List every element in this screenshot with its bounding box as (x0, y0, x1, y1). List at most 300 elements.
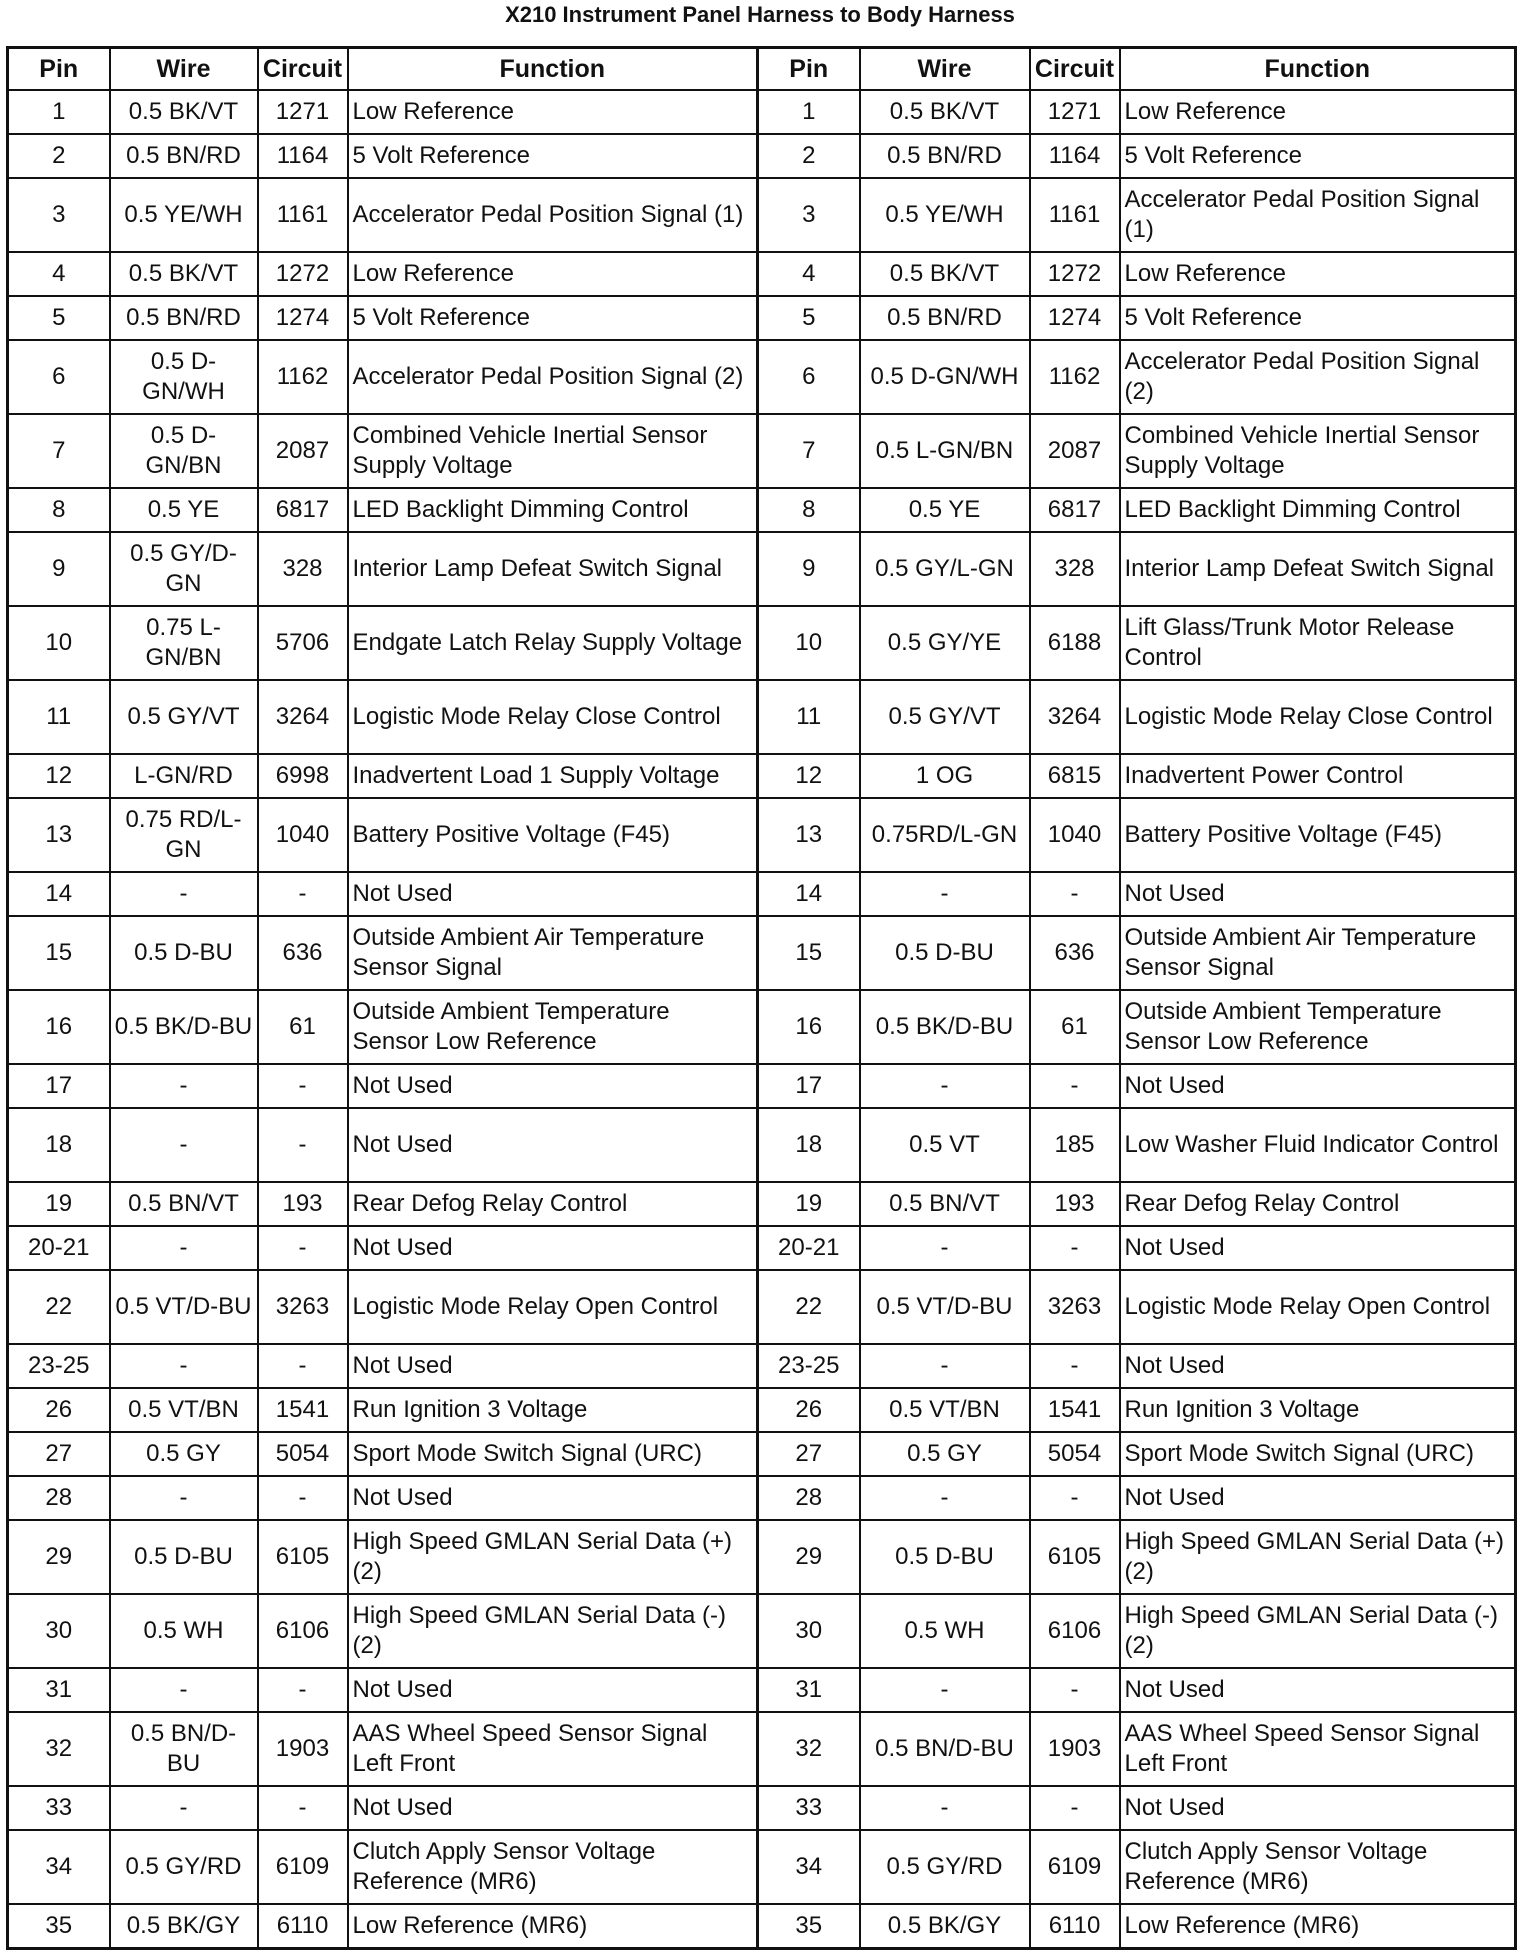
wire-cell: 0.5 BK/VT (110, 252, 258, 296)
circuit-cell: 3264 (258, 680, 348, 754)
pin-cell-2: 7 (758, 414, 860, 488)
pin-cell: 1 (8, 90, 110, 134)
pin-cell: 18 (8, 1108, 110, 1182)
wire-cell: 0.5 D-GN/BN (110, 414, 258, 488)
wire-cell-2: 0.5 YE/WH (860, 178, 1030, 252)
wire-cell: - (110, 872, 258, 916)
function-cell-2: Lift Glass/Trunk Motor Release Control (1120, 606, 1516, 680)
pin-cell: 30 (8, 1594, 110, 1668)
table-row (8, 178, 1516, 252)
circuit-cell-2: 3263 (1030, 1270, 1120, 1344)
circuit-cell-2: 6110 (1030, 1904, 1120, 1949)
pin-cell-2: 16 (758, 990, 860, 1064)
circuit-cell-2: 61 (1030, 990, 1120, 1064)
pin-cell-2: 22 (758, 1270, 860, 1344)
wire-cell-2: 0.5 GY/L-GN (860, 532, 1030, 606)
wire-cell: 0.5 BN/RD (110, 296, 258, 340)
pin-cell-2: 13 (758, 798, 860, 872)
pin-cell: 27 (8, 1432, 110, 1476)
wire-cell-2: - (860, 872, 1030, 916)
column-header-wire-2: Wire (860, 48, 1030, 91)
table-row (8, 754, 1516, 798)
wire-cell-2: 0.5 VT/D-BU (860, 1270, 1030, 1344)
circuit-cell-2: 6106 (1030, 1594, 1120, 1668)
circuit-cell: 1274 (258, 296, 348, 340)
pin-cell: 31 (8, 1668, 110, 1712)
wire-cell: 0.5 VT/D-BU (110, 1270, 258, 1344)
wire-cell-2: - (860, 1668, 1030, 1712)
table-body (8, 90, 1516, 1949)
pin-cell: 15 (8, 916, 110, 990)
wire-cell-2: 0.5 BN/D-BU (860, 1712, 1030, 1786)
wire-cell: 0.5 YE (110, 488, 258, 532)
pin-cell: 6 (8, 340, 110, 414)
circuit-cell-2: 6817 (1030, 488, 1120, 532)
page-title: X210 Instrument Panel Harness to Body Harness (505, 2, 1015, 27)
wire-cell-2: 0.5 BN/RD (860, 296, 1030, 340)
function-cell-2: Not Used (1120, 1668, 1516, 1712)
function-cell: Not Used (348, 1226, 758, 1270)
function-cell: 5 Volt Reference (348, 134, 758, 178)
table-row (8, 1108, 1516, 1182)
wire-cell: - (110, 1344, 258, 1388)
header-row (8, 48, 1516, 91)
table-row (8, 252, 1516, 296)
function-cell: High Speed GMLAN Serial Data (-) (2) (348, 1594, 758, 1668)
table-row (8, 680, 1516, 754)
wire-cell-2: 0.5 VT/BN (860, 1388, 1030, 1432)
function-cell-2: Not Used (1120, 1226, 1516, 1270)
wire-cell: 0.5 GY/RD (110, 1830, 258, 1904)
circuit-cell-2: - (1030, 1226, 1120, 1270)
wire-cell: 0.5 GY/VT (110, 680, 258, 754)
wire-cell-2: - (860, 1476, 1030, 1520)
function-cell: Endgate Latch Relay Supply Voltage (348, 606, 758, 680)
pin-cell: 22 (8, 1270, 110, 1344)
wire-cell-2: 0.5 VT (860, 1108, 1030, 1182)
wire-cell: 0.5 D-BU (110, 1520, 258, 1594)
wire-cell-2: - (860, 1226, 1030, 1270)
circuit-cell: 1272 (258, 252, 348, 296)
function-cell: Outside Ambient Temperature Sensor Low Reference (348, 990, 758, 1064)
function-cell-2: AAS Wheel Speed Sensor Signal Left Front (1120, 1712, 1516, 1786)
function-cell: Not Used (348, 1668, 758, 1712)
table-row (8, 1830, 1516, 1904)
circuit-cell: 61 (258, 990, 348, 1064)
circuit-cell-2: 6815 (1030, 754, 1120, 798)
function-cell-2: High Speed GMLAN Serial Data (-) (2) (1120, 1594, 1516, 1668)
table-row (8, 296, 1516, 340)
function-cell-2: Not Used (1120, 872, 1516, 916)
pin-cell-2: 20-21 (758, 1226, 860, 1270)
pin-cell: 5 (8, 296, 110, 340)
function-cell-2: Outside Ambient Temperature Sensor Low Reference (1120, 990, 1516, 1064)
function-cell-2: High Speed GMLAN Serial Data (+) (2) (1120, 1520, 1516, 1594)
circuit-cell-2: 5054 (1030, 1432, 1120, 1476)
pin-cell-2: 4 (758, 252, 860, 296)
wire-cell: - (110, 1786, 258, 1830)
function-cell-2: Not Used (1120, 1476, 1516, 1520)
table-row (8, 1388, 1516, 1432)
column-header-pin: Pin (8, 48, 110, 91)
column-header-function-2: Function (1120, 48, 1516, 91)
table-row (8, 1668, 1516, 1712)
wire-cell-2: 0.5 D-BU (860, 1520, 1030, 1594)
function-cell-2: Low Reference (1120, 90, 1516, 134)
table-row (8, 606, 1516, 680)
pinout-table (6, 46, 1517, 1950)
wire-cell: 0.5 D-GN/WH (110, 340, 258, 414)
circuit-cell-2: 1271 (1030, 90, 1120, 134)
function-cell-2: Rear Defog Relay Control (1120, 1182, 1516, 1226)
function-cell: Battery Positive Voltage (F45) (348, 798, 758, 872)
pin-cell-2: 14 (758, 872, 860, 916)
pin-cell-2: 28 (758, 1476, 860, 1520)
wire-cell-2: 0.5 GY (860, 1432, 1030, 1476)
pin-cell-2: 19 (758, 1182, 860, 1226)
circuit-cell: - (258, 1226, 348, 1270)
wire-cell-2: 0.5 L-GN/BN (860, 414, 1030, 488)
circuit-cell: - (258, 1108, 348, 1182)
table-row (8, 1270, 1516, 1344)
circuit-cell-2: 1040 (1030, 798, 1120, 872)
wire-cell: - (110, 1226, 258, 1270)
pin-cell: 4 (8, 252, 110, 296)
wire-cell: - (110, 1476, 258, 1520)
function-cell-2: Sport Mode Switch Signal (URC) (1120, 1432, 1516, 1476)
function-cell: Not Used (348, 1786, 758, 1830)
circuit-cell: 6110 (258, 1904, 348, 1949)
column-header-wire: Wire (110, 48, 258, 91)
wire-cell: - (110, 1668, 258, 1712)
pin-cell-2: 9 (758, 532, 860, 606)
table-row (8, 414, 1516, 488)
function-cell-2: LED Backlight Dimming Control (1120, 488, 1516, 532)
wire-cell: - (110, 1108, 258, 1182)
wire-cell-2: 0.5 GY/YE (860, 606, 1030, 680)
circuit-cell: 1541 (258, 1388, 348, 1432)
pin-cell-2: 23-25 (758, 1344, 860, 1388)
circuit-cell-2: 193 (1030, 1182, 1120, 1226)
wire-cell-2: 0.5 GY/RD (860, 1830, 1030, 1904)
function-cell-2: Run Ignition 3 Voltage (1120, 1388, 1516, 1432)
pin-cell-2: 15 (758, 916, 860, 990)
function-cell: 5 Volt Reference (348, 296, 758, 340)
wire-cell: - (110, 1064, 258, 1108)
pin-cell: 16 (8, 990, 110, 1064)
circuit-cell: - (258, 1064, 348, 1108)
function-cell: Run Ignition 3 Voltage (348, 1388, 758, 1432)
circuit-cell-2: 2087 (1030, 414, 1120, 488)
pin-cell: 17 (8, 1064, 110, 1108)
pin-cell-2: 11 (758, 680, 860, 754)
table-row (8, 340, 1516, 414)
pin-cell: 10 (8, 606, 110, 680)
pin-cell-2: 33 (758, 1786, 860, 1830)
pin-cell: 2 (8, 134, 110, 178)
table-row (8, 90, 1516, 134)
function-cell: LED Backlight Dimming Control (348, 488, 758, 532)
function-cell: High Speed GMLAN Serial Data (+) (2) (348, 1520, 758, 1594)
function-cell-2: Low Washer Fluid Indicator Control (1120, 1108, 1516, 1182)
circuit-cell-2: 1272 (1030, 252, 1120, 296)
pin-cell: 19 (8, 1182, 110, 1226)
function-cell-2: Logistic Mode Relay Open Control (1120, 1270, 1516, 1344)
column-header-pin-2: Pin (758, 48, 860, 91)
circuit-cell-2: 3264 (1030, 680, 1120, 754)
wire-cell-2: 0.5 D-BU (860, 916, 1030, 990)
circuit-cell-2: - (1030, 1064, 1120, 1108)
table-row (8, 916, 1516, 990)
table-row (8, 1786, 1516, 1830)
wire-cell: 0.5 BN/RD (110, 134, 258, 178)
circuit-cell-2: - (1030, 1344, 1120, 1388)
pin-cell: 35 (8, 1904, 110, 1949)
pin-cell: 26 (8, 1388, 110, 1432)
table-row (8, 798, 1516, 872)
column-header-circuit: Circuit (258, 48, 348, 91)
pin-cell-2: 2 (758, 134, 860, 178)
function-cell-2: Battery Positive Voltage (F45) (1120, 798, 1516, 872)
function-cell: Outside Ambient Air Temperature Sensor Signal (348, 916, 758, 990)
table-row (8, 990, 1516, 1064)
table-row (8, 1904, 1516, 1949)
table-row (8, 1594, 1516, 1668)
function-cell-2: Inadvertent Power Control (1120, 754, 1516, 798)
pin-cell: 12 (8, 754, 110, 798)
circuit-cell: - (258, 1476, 348, 1520)
wire-cell-2: 0.5 BK/D-BU (860, 990, 1030, 1064)
circuit-cell: 5054 (258, 1432, 348, 1476)
circuit-cell-2: 328 (1030, 532, 1120, 606)
pin-cell: 3 (8, 178, 110, 252)
circuit-cell: - (258, 1344, 348, 1388)
circuit-cell: 1271 (258, 90, 348, 134)
circuit-cell-2: 1162 (1030, 340, 1120, 414)
pin-cell: 9 (8, 532, 110, 606)
circuit-cell-2: - (1030, 1476, 1120, 1520)
circuit-cell: 1164 (258, 134, 348, 178)
wire-cell-2: 0.5 BK/GY (860, 1904, 1030, 1949)
circuit-cell-2: 6105 (1030, 1520, 1120, 1594)
circuit-cell-2: 185 (1030, 1108, 1120, 1182)
circuit-cell-2: 1161 (1030, 178, 1120, 252)
function-cell: Combined Vehicle Inertial Sensor Supply Voltage (348, 414, 758, 488)
table-row (8, 532, 1516, 606)
wire-cell-2: 0.5 WH (860, 1594, 1030, 1668)
pin-cell: 33 (8, 1786, 110, 1830)
pin-cell-2: 18 (758, 1108, 860, 1182)
pin-cell-2: 12 (758, 754, 860, 798)
pin-cell-2: 10 (758, 606, 860, 680)
pin-cell: 20-21 (8, 1226, 110, 1270)
wire-cell: 0.5 BK/VT (110, 90, 258, 134)
circuit-cell-2: - (1030, 1668, 1120, 1712)
wire-cell-2: - (860, 1064, 1030, 1108)
function-cell-2: Interior Lamp Defeat Switch Signal (1120, 532, 1516, 606)
circuit-cell-2: 1274 (1030, 296, 1120, 340)
pin-cell: 8 (8, 488, 110, 532)
wire-cell: 0.5 BN/VT (110, 1182, 258, 1226)
function-cell: Logistic Mode Relay Close Control (348, 680, 758, 754)
table-row (8, 1226, 1516, 1270)
function-cell: Not Used (348, 1344, 758, 1388)
pin-cell: 29 (8, 1520, 110, 1594)
wire-cell: 0.5 GY/D-GN (110, 532, 258, 606)
function-cell-2: Low Reference (1120, 252, 1516, 296)
pin-cell-2: 31 (758, 1668, 860, 1712)
function-cell-2: Combined Vehicle Inertial Sensor Supply Voltage (1120, 414, 1516, 488)
wire-cell: 0.5 D-BU (110, 916, 258, 990)
circuit-cell-2: 1903 (1030, 1712, 1120, 1786)
wire-cell-2: 0.5 D-GN/WH (860, 340, 1030, 414)
table-row (8, 1344, 1516, 1388)
pin-cell-2: 6 (758, 340, 860, 414)
pin-cell: 32 (8, 1712, 110, 1786)
wire-cell: 0.5 YE/WH (110, 178, 258, 252)
pin-cell-2: 30 (758, 1594, 860, 1668)
function-cell-2: Clutch Apply Sensor Voltage Reference (MR6) (1120, 1830, 1516, 1904)
column-header-circuit-2: Circuit (1030, 48, 1120, 91)
wire-cell: 0.5 GY (110, 1432, 258, 1476)
pin-cell: 34 (8, 1830, 110, 1904)
pin-cell-2: 27 (758, 1432, 860, 1476)
function-cell: Inadvertent Load 1 Supply Voltage (348, 754, 758, 798)
wire-cell-2: 0.5 BN/RD (860, 134, 1030, 178)
pin-cell-2: 32 (758, 1712, 860, 1786)
wire-cell-2: 0.75RD/L-GN (860, 798, 1030, 872)
wire-cell-2: 0.5 YE (860, 488, 1030, 532)
circuit-cell: 2087 (258, 414, 348, 488)
function-cell-2: Not Used (1120, 1786, 1516, 1830)
circuit-cell: - (258, 1786, 348, 1830)
circuit-cell: 6998 (258, 754, 348, 798)
pin-cell-2: 29 (758, 1520, 860, 1594)
function-cell: Not Used (348, 1476, 758, 1520)
function-cell: Interior Lamp Defeat Switch Signal (348, 532, 758, 606)
pin-cell: 11 (8, 680, 110, 754)
wire-cell: 0.5 VT/BN (110, 1388, 258, 1432)
function-cell: Not Used (348, 1064, 758, 1108)
circuit-cell: 6109 (258, 1830, 348, 1904)
circuit-cell-2: 1164 (1030, 134, 1120, 178)
function-cell-2: 5 Volt Reference (1120, 134, 1516, 178)
circuit-cell: 1040 (258, 798, 348, 872)
pin-cell-2: 26 (758, 1388, 860, 1432)
function-cell: Low Reference (348, 90, 758, 134)
pin-cell-2: 5 (758, 296, 860, 340)
column-header-function: Function (348, 48, 758, 91)
table-row (8, 1432, 1516, 1476)
table-row (8, 1520, 1516, 1594)
pin-cell-2: 3 (758, 178, 860, 252)
pin-cell: 13 (8, 798, 110, 872)
function-cell: Clutch Apply Sensor Voltage Reference (MR6) (348, 1830, 758, 1904)
wire-cell-2: - (860, 1344, 1030, 1388)
wire-cell: 0.5 BK/GY (110, 1904, 258, 1949)
pin-cell-2: 35 (758, 1904, 860, 1949)
table-row (8, 134, 1516, 178)
circuit-cell: 6105 (258, 1520, 348, 1594)
wire-cell-2: 0.5 BN/VT (860, 1182, 1030, 1226)
pin-cell: 7 (8, 414, 110, 488)
pin-cell-2: 8 (758, 488, 860, 532)
pin-cell: 23-25 (8, 1344, 110, 1388)
pin-cell: 28 (8, 1476, 110, 1520)
function-cell-2: Not Used (1120, 1064, 1516, 1108)
circuit-cell: 1903 (258, 1712, 348, 1786)
wire-cell: 0.75 L-GN/BN (110, 606, 258, 680)
circuit-cell-2: 1541 (1030, 1388, 1120, 1432)
circuit-cell: 193 (258, 1182, 348, 1226)
table-row (8, 872, 1516, 916)
pin-cell-2: 1 (758, 90, 860, 134)
wire-cell-2: 0.5 BK/VT (860, 90, 1030, 134)
wire-cell: 0.5 BN/D-BU (110, 1712, 258, 1786)
function-cell: Accelerator Pedal Position Signal (1) (348, 178, 758, 252)
function-cell: Not Used (348, 872, 758, 916)
function-cell-2: Logistic Mode Relay Close Control (1120, 680, 1516, 754)
wire-cell: 0.5 WH (110, 1594, 258, 1668)
pin-cell-2: 34 (758, 1830, 860, 1904)
circuit-cell: 5706 (258, 606, 348, 680)
function-cell-2: Accelerator Pedal Position Signal (1) (1120, 178, 1516, 252)
circuit-cell-2: 6109 (1030, 1830, 1120, 1904)
wire-cell-2: 0.5 BK/VT (860, 252, 1030, 296)
table-row (8, 488, 1516, 532)
circuit-cell: 3263 (258, 1270, 348, 1344)
wire-cell-2: 1 OG (860, 754, 1030, 798)
function-cell-2: Low Reference (MR6) (1120, 1904, 1516, 1949)
circuit-cell-2: 6188 (1030, 606, 1120, 680)
function-cell: Low Reference (MR6) (348, 1904, 758, 1949)
circuit-cell: 636 (258, 916, 348, 990)
circuit-cell: 6106 (258, 1594, 348, 1668)
circuit-cell: 1162 (258, 340, 348, 414)
table-row (8, 1712, 1516, 1786)
function-cell-2: 5 Volt Reference (1120, 296, 1516, 340)
function-cell: Not Used (348, 1108, 758, 1182)
function-cell: Rear Defog Relay Control (348, 1182, 758, 1226)
wire-cell: L-GN/RD (110, 754, 258, 798)
function-cell-2: Accelerator Pedal Position Signal (2) (1120, 340, 1516, 414)
function-cell: AAS Wheel Speed Sensor Signal Left Front (348, 1712, 758, 1786)
wire-cell-2: - (860, 1786, 1030, 1830)
circuit-cell-2: - (1030, 1786, 1120, 1830)
table-row (8, 1476, 1516, 1520)
circuit-cell-2: - (1030, 872, 1120, 916)
circuit-cell-2: 636 (1030, 916, 1120, 990)
wire-cell: 0.5 BK/D-BU (110, 990, 258, 1064)
pin-cell-2: 17 (758, 1064, 860, 1108)
wire-cell: 0.75 RD/L-GN (110, 798, 258, 872)
function-cell-2: Not Used (1120, 1344, 1516, 1388)
circuit-cell: 1161 (258, 178, 348, 252)
function-cell: Logistic Mode Relay Open Control (348, 1270, 758, 1344)
circuit-cell: 6817 (258, 488, 348, 532)
function-cell: Sport Mode Switch Signal (URC) (348, 1432, 758, 1476)
circuit-cell: - (258, 1668, 348, 1712)
wire-cell-2: 0.5 GY/VT (860, 680, 1030, 754)
circuit-cell: - (258, 872, 348, 916)
function-cell: Accelerator Pedal Position Signal (2) (348, 340, 758, 414)
pin-cell: 14 (8, 872, 110, 916)
table-row (8, 1064, 1516, 1108)
table-row (8, 1182, 1516, 1226)
function-cell: Low Reference (348, 252, 758, 296)
function-cell-2: Outside Ambient Air Temperature Sensor Signal (1120, 916, 1516, 990)
circuit-cell: 328 (258, 532, 348, 606)
